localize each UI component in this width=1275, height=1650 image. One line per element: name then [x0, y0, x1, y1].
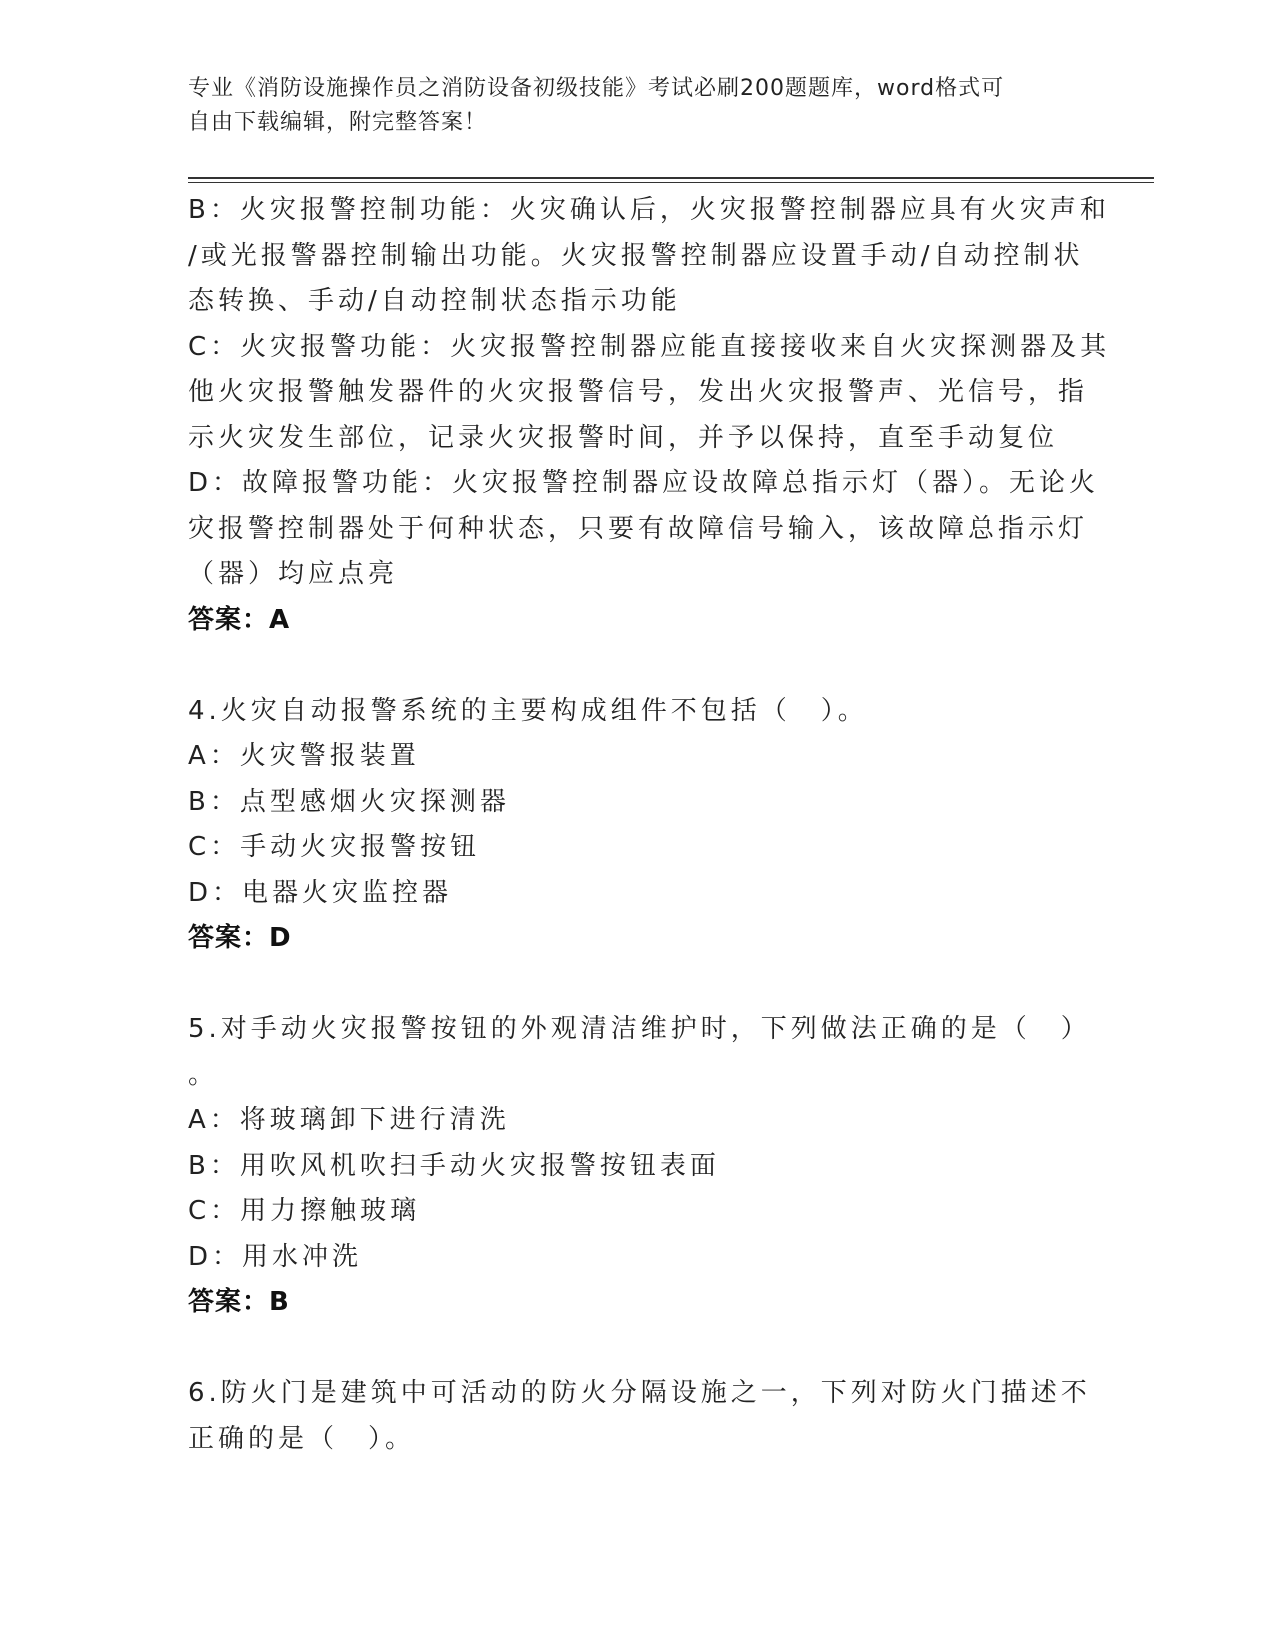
question-5-option-d: D：用水冲洗	[188, 1241, 363, 1272]
question-3-answer: 答案：A	[188, 604, 291, 635]
question-5-text: 5.对手动火灾报警按钮的外观清洁维护时，下列做法正确的是（ ）	[188, 1014, 1091, 1044]
question-5-text-continued: 。	[188, 1059, 219, 1090]
option-line: 态转换、手动/自动控制状态指示功能	[188, 286, 681, 316]
document-header	[188, 72, 1088, 140]
header-title-line-1: 专业《消防设施操作员之消防设备初级技能》考试必刷200题题库，word格式可	[188, 76, 1005, 101]
option-line: B：火灾报警控制功能：火灾确认后，火灾报警控制器应具有火灾声和	[188, 195, 1110, 225]
question-4-text: 4.火灾自动报警系统的主要构成组件不包括（ ）。	[188, 695, 868, 726]
question-3-option-b	[188, 188, 1110, 325]
spacer	[188, 962, 1088, 1008]
question-3-option-d	[188, 461, 1100, 598]
header-divider-thin	[188, 182, 1154, 183]
question-5-option-a: A：将玻璃卸下进行清洗	[188, 1105, 510, 1135]
question-4-option-d: D：电器火灾监控器	[188, 877, 453, 908]
question-5-option-b: B：用吹风机吹扫手动火灾报警按钮表面	[188, 1150, 720, 1181]
question-4-answer: 答案：D	[188, 923, 292, 953]
question-4-option-a: A：火灾警报装置	[188, 741, 420, 771]
option-line: D：故障报警功能：火灾报警控制器应设故障总指示灯（器）。无论火	[188, 468, 1100, 498]
question-6-text: 6.防火门是建筑中可活动的防火分隔设施之一，下列对防火门描述不	[188, 1378, 1091, 1408]
question-5-option-c: C：用力擦触玻璃	[188, 1196, 421, 1226]
spacer	[188, 643, 1088, 689]
header-divider-thick	[188, 177, 1154, 179]
question-3-option-c	[188, 325, 1111, 462]
question-4-option-b: B：点型感烟火灾探测器	[188, 786, 510, 817]
option-line: 灾报警控制器处于何种状态，只要有故障信号输入，该故障总指示灯	[188, 513, 1089, 544]
option-line: （器）均应点亮	[188, 559, 399, 589]
option-line: C：火灾报警功能：火灾报警控制器应能直接接收来自火灾探测器及其	[188, 331, 1111, 362]
option-line: 他火灾报警触发器件的火灾报警信号，发出火灾报警声、光信号，指	[188, 377, 1089, 407]
question-5-answer: 答案：B	[188, 1287, 290, 1317]
option-line: 示火灾发生部位，记录火灾报警时间，并予以保持，直至手动复位	[188, 422, 1059, 453]
question-6-text-continued: 正确的是（ ）。	[188, 1423, 416, 1454]
option-line: /或光报警器控制输出功能。火灾报警控制器应设置手动/自动控制状	[188, 240, 1084, 271]
question-4-option-c: C：手动火灾报警按钮	[188, 832, 481, 862]
question-content	[188, 188, 1111, 1462]
spacer	[188, 1326, 1088, 1372]
header-title-line-2: 自由下载编辑，附完整答案！	[188, 110, 488, 135]
